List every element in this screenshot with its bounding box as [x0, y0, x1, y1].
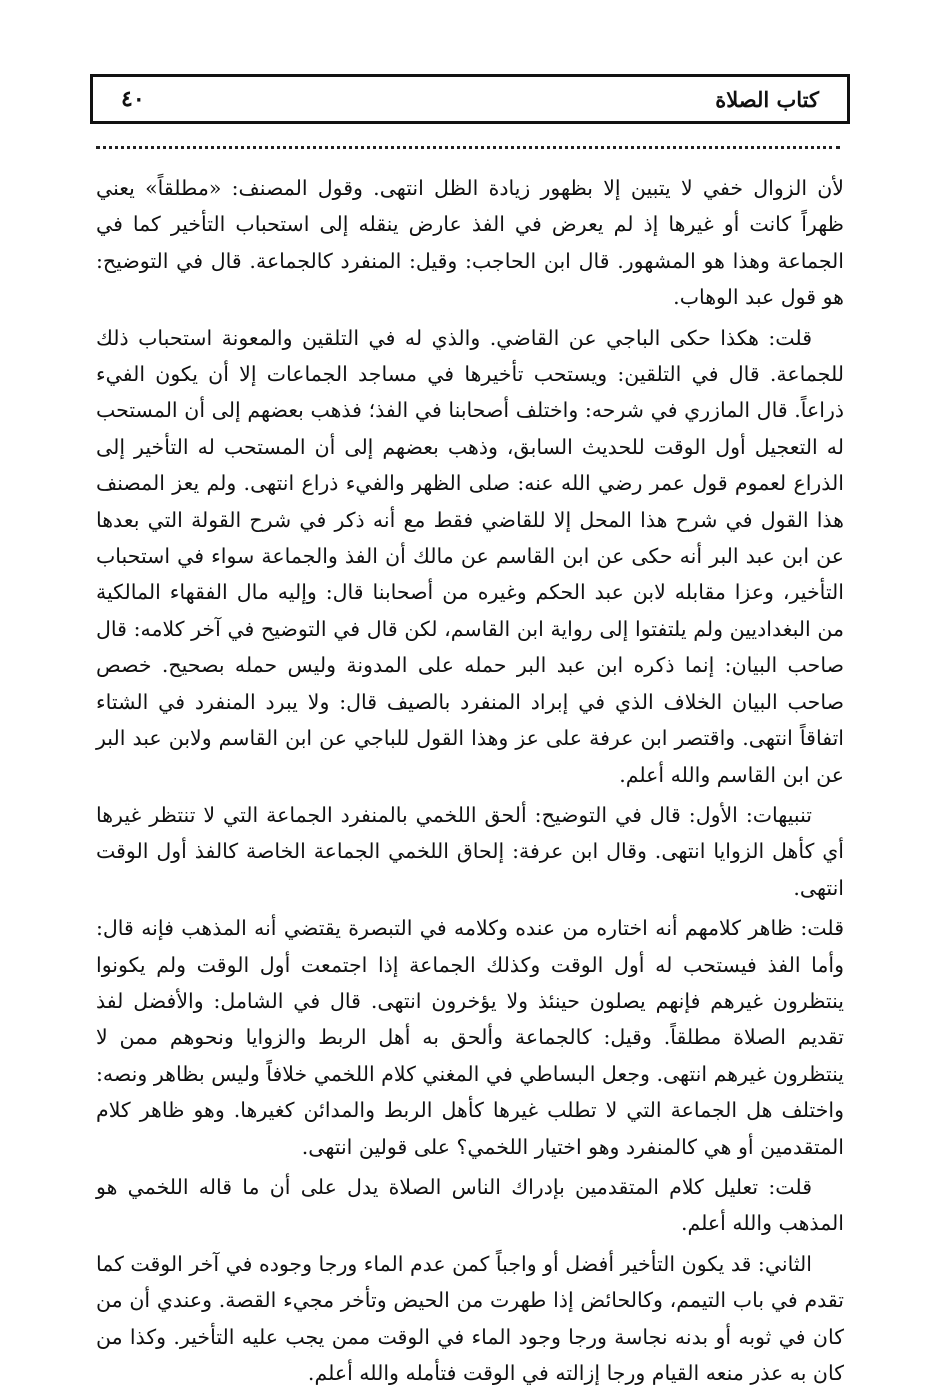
paragraph-3: تنبيهات: الأول: قال في التوضيح: ألحق اللخمي بالمنفرد الجماعة التي لا تنتظر غيرها أي كأهل الزوايا انتهى. وقال ابن عرفة: إلحاق اللخمي الجماعة الخاصة كالفذ أول الوقت انتهى.	[96, 802, 844, 900]
header-dotted-divider	[96, 146, 840, 149]
paragraph-6: الثاني: قد يكون التأخير أفضل أو واجباً كمن عدم الماء ورجا وجوده في آخر الوقت كما تقدم في باب التيمم، وكالحائض إذا طهرت من الحيض وتأخر مجيء القصة. وعندي أن من كان في ثوبه أو بدنه نجاسة ورجا وجود الماء في الوقت ممن يجب عليه التأخير. وكذا من كان به عذر منعه القيام ورجا إزالته في الوقت فتأمله والله أعلم.	[96, 1251, 844, 1385]
page-body	[96, 170, 844, 1391]
paragraph-5: قلت: تعليل كلام المتقدمين بإدراك الناس الصلاة يدل على أن ما قاله اللخمي هو المذهب والله أعلم.	[96, 1174, 844, 1236]
paragraph-4: قلت: ظاهر كلامهم أنه اختاره من عنده وكلامه في التبصرة يقتضي أنه المذهب فإنه قال: وأما الفذ فيستحب له أول الوقت وكذلك الجماعة إذا اجتمعت أول الوقت ولم يكونوا ينتظرون غيرهم فإنهم يصلون حينئذ ولا يؤخرون انتهى. قال في الشامل: والأفضل لفذ تقديم الصلاة مطلقاً. وقيل: كالجماعة وألحق به أهل الربط والزوايا ونحوهم ممن لا ينتظرون غيرهم انتهى. وجعل البساطي في المغني كلام اللخمي خلافاً وليس بظاهر ونصه: واختلف هل الجماعة التي لا تطلب غيرها كأهل الربط والمدائن كغيرها. وهو ظاهر كلام المتقدمين أو هي كالمنفرد وهو اختيار اللخمي؟ على قولين انتهى.	[96, 916, 844, 1159]
paragraph-2: قلت: هكذا حكى الباجي عن القاضي. والذي له في التلقين والمعونة استحباب ذلك للجماعة. قال في التلقين: ويستحب تأخيرها في مساجد الجماعات إلا أن يكون الفيء ذراعاً. قال المازري في شرحه: واختلف أصحابنا في الفذ؛ فذهب بعضهم إلى أن المستحب له التعجيل أول الوقت للحديث السابق، وذهب بعضهم إلى أن المستحب له التأخير إلى الذراع لعموم قول عمر رضي الله عنه: صلى الظهر والفيء ذراع انتهى. ولم يعز المصنف هذا القول في شرح هذا المحل إلا للقاضي فقط مع أنه ذكر في شرح القولة التي بعدها عن ابن عبد البر أنه حكى عن ابن القاسم عن مالك أن الفذ والجماعة سواء في استحباب التأخير، وعزا مقابله لابن عبد الحكم وغيره من أصحابنا قال: وإليه مال الفقهاء المالكية من البغداديين ولم يلتفتوا إلى رواية ابن القاسم، لكن قال في التوضيح في آخر كلامه: قال صاحب البيان: إنما ذكره ابن عبد البر حمله على المدونة وليس حمله بصحيح. خصص صاحب البيان الخلاف الذي في إبراد المنفرد بالصيف قال: ولا يبرد المنفرد في الشتاء اتفاقاً انتهى. واقتصر ابن عرفة على عز وهذا القول للباجي عن ابن القاسم ولابن عبد البر عن ابن القاسم والله أعلم.	[96, 325, 844, 787]
paragraph-1: لأن الزوال خفي لا يتبين إلا بظهور زيادة الظل انتهى. وقول المصنف: «مطلقاً» يعني ظهراً كانت أو غيرها إذ لم يعرض في الفذ عارض ينقله إلى استحباب التأخير كما في الجماعة وهذا هو المشهور. قال ابن الحاجب: وقيل: المنفرد كالجماعة. قال في التوضيح: هو قول عبد الوهاب.	[96, 176, 844, 310]
page-number: ٤٠	[121, 86, 145, 112]
running-header	[90, 74, 850, 124]
chapter-title: كتاب الصلاة	[715, 86, 819, 112]
